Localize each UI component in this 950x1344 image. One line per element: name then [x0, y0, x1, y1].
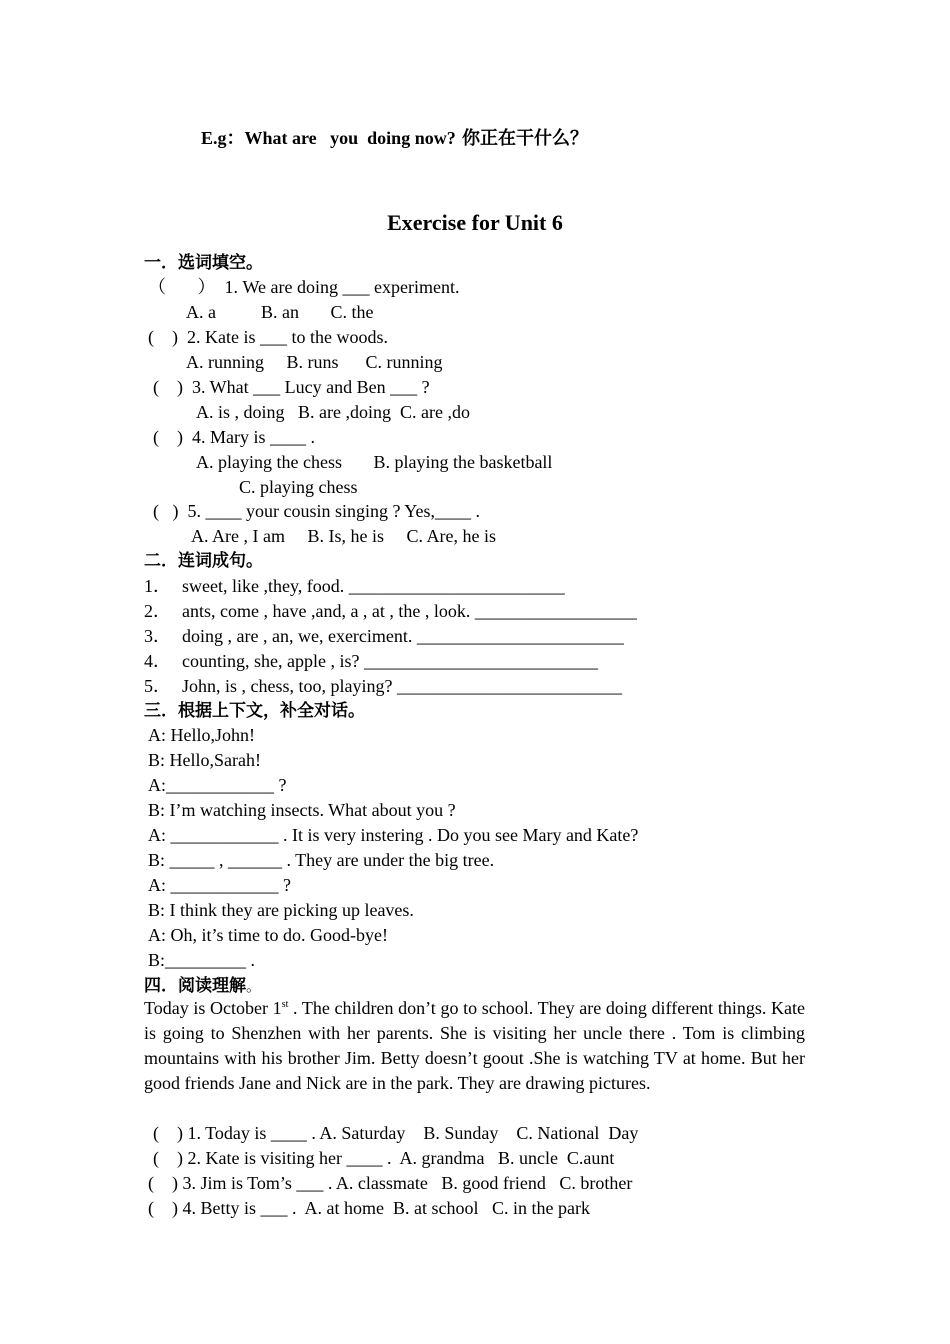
s4-question: ( ) 1. Today is ____ . A. Saturday B. Sunday C. National Day [153, 1123, 639, 1143]
s4-question: ( ) 2. Kate is visiting her ____ . A. grandma B. uncle C.aunt [153, 1148, 615, 1168]
s1-q1-options: A. a B. an C. the [186, 302, 374, 322]
passage-superscript: st [281, 999, 289, 1010]
s1-q1: （ ） 1. We are doing ___ experiment. [148, 277, 460, 297]
s3-dialogue-line: A:____________ ? [148, 775, 287, 795]
passage-start: Today is October 1 [144, 998, 282, 1018]
s2-item-text: doing , are , an, we, exerciment. _______________________ [182, 626, 624, 646]
s1-q3: ( ) 3. What ___ Lucy and Ben ___ ? [153, 377, 430, 397]
s2-item-num: 1． [144, 576, 171, 596]
s1-q5-options: A. Are , I am B. Is, he is C. Are, he is [191, 526, 496, 546]
s2-item-text: counting, she, apple , is? __________________________ [182, 651, 598, 671]
passage-body: . The children don’t go to school. They are doing different things. Kate is going to Shenzhen with her parents. She is visiting her uncle there . Tom is climbing mountains with his brother Jim. Betty doesn’t goout .She is watching TV at home. But her good friends Jane and Nick are in the park. They are drawing pictures. [144, 998, 805, 1093]
s1-q2-options: A. running B. runs C. running [186, 352, 443, 372]
section3-heading: 三．根据上下文，补全对话。 [144, 701, 365, 721]
s3-dialogue-line: B: I think they are picking up leaves. [148, 900, 414, 920]
s3-dialogue-line: B:_________ . [148, 950, 256, 970]
s1-q4: ( ) 4. Mary is ____ . [153, 427, 315, 447]
s3-dialogue-line: A: ____________ ? [148, 875, 291, 895]
s1-q4-options-ab: A. playing the chess B. playing the basketball [196, 452, 553, 472]
section4-heading-row [144, 974, 261, 997]
s4-question: ( ) 3. Jim is Tom’s ___ . A. classmate B. good friend C. brother [148, 1173, 633, 1193]
section1-heading: 一．选词填空。 [144, 253, 263, 273]
s2-item-num: 4． [144, 651, 171, 671]
example-chinese: 你正在干什么？ [455, 128, 588, 149]
s2-item-num: 5． [144, 676, 171, 696]
example-line [201, 127, 588, 150]
s2-item-text: John, is , chess, too, playing? _________________________ [182, 676, 622, 696]
s1-q2: ( ) 2. Kate is ___ to the woods. [148, 327, 388, 347]
s2-item-text: sweet, like ,they, food. ________________________ [182, 576, 565, 596]
s2-item-text: ants, come , have ,and, a , at , the , look. __________________ [182, 601, 637, 621]
example-english: E.g：What are you doing now? [201, 128, 456, 148]
section2-heading: 二．连词成句。 [144, 551, 263, 571]
s1-q5: ( ) 5. ____ your cousin singing ? Yes,____ . [153, 501, 480, 521]
section4-heading-end: 。 [246, 977, 262, 995]
s3-dialogue-line: B: _____ , ______ . They are under the big tree. [148, 850, 495, 870]
s3-dialogue-line: A: ____________ . It is very instering . Do you see Mary and Kate? [148, 825, 639, 845]
s1-q3-options: A. is , doing B. are ,doing C. are ,do [196, 402, 470, 422]
s3-dialogue-line: B: I’m watching insects. What about you ? [148, 800, 456, 820]
s3-dialogue-line: B: Hello,Sarah! [148, 750, 261, 770]
s3-dialogue-line: A: Oh, it’s time to do. Good-bye! [148, 925, 388, 945]
section4-heading: 四．阅读理解 [144, 976, 246, 996]
s2-item-num: 3． [144, 626, 171, 646]
s1-q4-options-c: C. playing chess [239, 477, 358, 497]
reading-passage [144, 996, 805, 1096]
s4-question: ( ) 4. Betty is ___ . A. at home B. at school C. in the park [148, 1198, 590, 1218]
page-title: Exercise for Unit 6 [387, 210, 563, 235]
s3-dialogue-line: A: Hello,John! [148, 725, 255, 745]
s2-item-num: 2． [144, 601, 171, 621]
